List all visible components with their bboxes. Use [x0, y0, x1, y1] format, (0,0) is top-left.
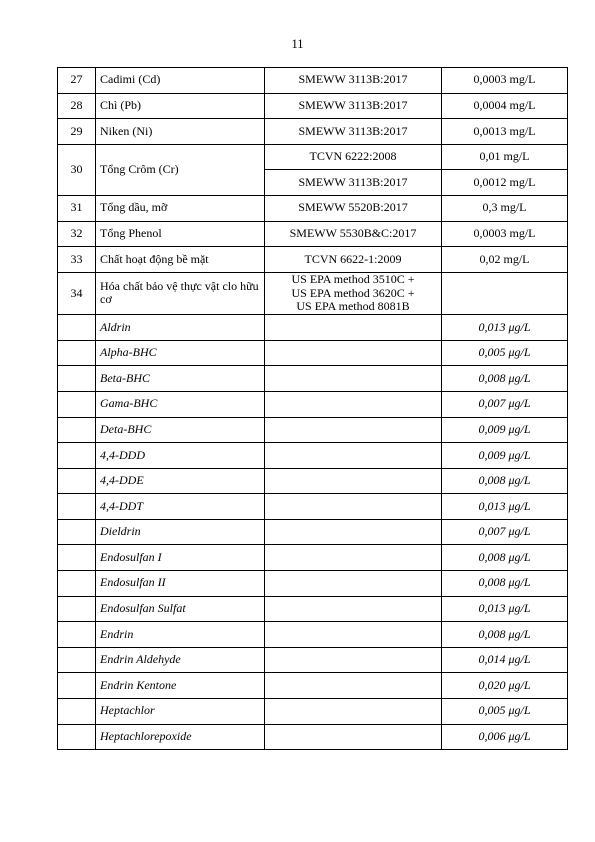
subitem-row [58, 673, 568, 699]
subitem-row [58, 699, 568, 725]
parameter-name: Cadimi (Cd) [96, 68, 265, 94]
subitem-limit: 0,008 μg/L [442, 468, 568, 494]
test-method: SMEWW 3113B:2017 [265, 68, 442, 94]
subitem-row [58, 571, 568, 597]
subitem-limit: 0,006 μg/L [442, 724, 568, 750]
test-method: TCVN 6622-1:2009 [265, 247, 442, 273]
subitem-row [58, 443, 568, 469]
subitem-name: Endosulfan Sulfat [96, 596, 265, 622]
subitem-name: Endrin Aldehyde [96, 647, 265, 673]
parameter-name: Chất hoạt động bề mặt [96, 247, 265, 273]
parameter-name: Tổng dầu, mỡ [96, 195, 265, 221]
subitem-limit: 0,005 μg/L [442, 340, 568, 366]
subitem-name: 4,4-DDT [96, 494, 265, 520]
detection-limit: 0,0004 mg/L [442, 93, 568, 119]
test-method [265, 272, 442, 314]
subitem-limit: 0,009 μg/L [442, 443, 568, 469]
subitem-limit: 0,005 μg/L [442, 699, 568, 725]
subitem-name: Aldrin [96, 315, 265, 341]
subitem-name: Dieldrin [96, 519, 265, 545]
subitem-limit: 0,013 μg/L [442, 315, 568, 341]
test-method-line: US EPA method 3510C + [291, 271, 415, 286]
subitem-limit: 0,020 μg/L [442, 673, 568, 699]
row-number: 27 [58, 68, 96, 94]
test-method: SMEWW 3113B:2017 [265, 119, 442, 145]
subitem-row [58, 468, 568, 494]
row-number: 33 [58, 247, 96, 273]
subitem-name: Beta-BHC [96, 366, 265, 392]
subitem-limit: 0,008 μg/L [442, 366, 568, 392]
row-number: 28 [58, 93, 96, 119]
table-row [58, 221, 568, 247]
parameter-name: Tổng Crôm (Cr) [96, 144, 265, 195]
subitem-limit: 0,008 μg/L [442, 571, 568, 597]
detection-limit: 0,0012 mg/L [442, 170, 568, 196]
subitem-name: Endrin Kentone [96, 673, 265, 699]
detection-limit [442, 272, 568, 314]
row-number: 31 [58, 195, 96, 221]
test-method: SMEWW 3113B:2017 [265, 170, 442, 196]
subitem-row [58, 545, 568, 571]
detection-limit: 0,02 mg/L [442, 247, 568, 273]
detection-limit: 0,01 mg/L [442, 144, 568, 170]
subitem-name: 4,4-DDD [96, 443, 265, 469]
subitem-row [58, 519, 568, 545]
test-method-line: US EPA method 3620C + [291, 285, 415, 300]
test-method-line: US EPA method 8081B [296, 299, 410, 314]
subitem-name: 4,4-DDE [96, 468, 265, 494]
subitem-limit: 0,007 μg/L [442, 391, 568, 417]
row-number: 29 [58, 119, 96, 145]
test-method: TCVN 6222:2008 [265, 144, 442, 170]
detection-limit: 0,0003 mg/L [442, 68, 568, 94]
test-method: SMEWW 5520B:2017 [265, 195, 442, 221]
table-row [58, 247, 568, 273]
parameter-name: Niken (Ni) [96, 119, 265, 145]
subitem-name: Heptachlorepoxide [96, 724, 265, 750]
subitem-name: Deta-BHC [96, 417, 265, 443]
table-row [58, 272, 568, 314]
page-number: 11 [291, 37, 304, 51]
parameter-name: Chì (Pb) [96, 93, 265, 119]
detection-limit: 0,0003 mg/L [442, 221, 568, 247]
detection-limit: 0,3 mg/L [442, 195, 568, 221]
row-number: 30 [58, 144, 96, 195]
parameter-name: Hóa chất bảo vệ thực vật clo hữu cơ [96, 272, 265, 314]
subitem-row [58, 494, 568, 520]
row-number: 32 [58, 221, 96, 247]
table-row [58, 195, 568, 221]
subitem-limit: 0,008 μg/L [442, 622, 568, 648]
subitem-name: Endosulfan I [96, 545, 265, 571]
row-number: 34 [58, 272, 96, 314]
table-row [58, 144, 568, 170]
subitem-name: Heptachlor [96, 699, 265, 725]
subitem-limit: 0,007 μg/L [442, 519, 568, 545]
subitem-name: Endrin [96, 622, 265, 648]
table-row [58, 68, 568, 94]
subitem-row [58, 340, 568, 366]
subitem-row [58, 647, 568, 673]
table-row [58, 93, 568, 119]
detection-limit: 0,0013 mg/L [442, 119, 568, 145]
subitem-row [58, 391, 568, 417]
test-method: SMEWW 5530B&C:2017 [265, 221, 442, 247]
subitem-row [58, 596, 568, 622]
subitem-limit: 0,013 μg/L [442, 596, 568, 622]
subitem-name: Gama-BHC [96, 391, 265, 417]
test-method: SMEWW 3113B:2017 [265, 93, 442, 119]
subitem-limit: 0,014 μg/L [442, 647, 568, 673]
subitem-name: Alpha-BHC [96, 340, 265, 366]
subitem-name: Endosulfan II [96, 571, 265, 597]
subitem-row [58, 315, 568, 341]
parameter-table [57, 67, 568, 750]
subitem-row [58, 366, 568, 392]
subitem-row [58, 417, 568, 443]
subitem-row [58, 724, 568, 750]
subitem-row [58, 622, 568, 648]
subitem-limit: 0,013 μg/L [442, 494, 568, 520]
subitem-limit: 0,008 μg/L [442, 545, 568, 571]
parameter-name: Tổng Phenol [96, 221, 265, 247]
table-row [58, 119, 568, 145]
subitem-limit: 0,009 μg/L [442, 417, 568, 443]
